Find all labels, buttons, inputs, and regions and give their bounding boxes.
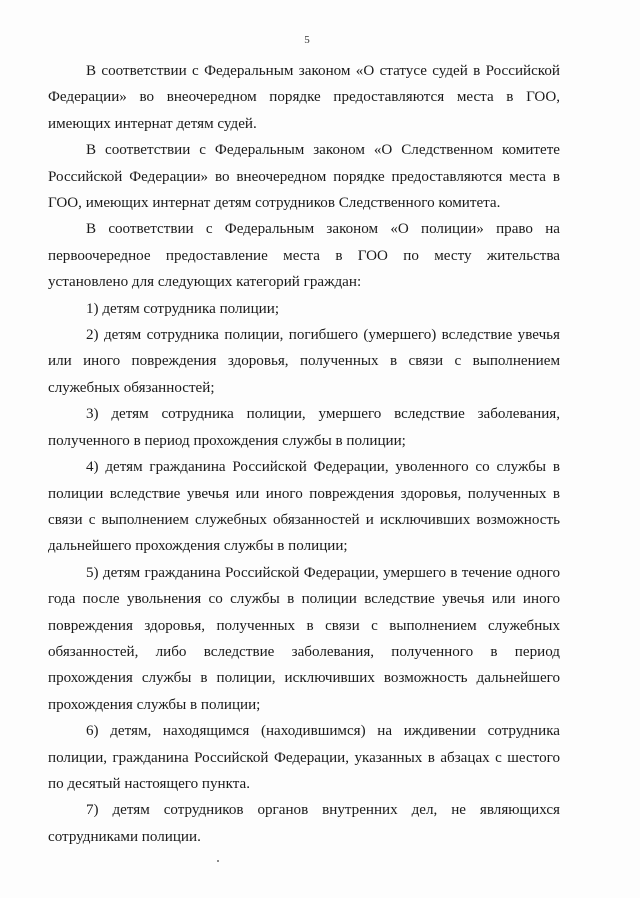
list-item-3: 3) детям сотрудника полиции, умершего вследствие заболевания, полученного в период прохождения службы в полиции; — [48, 406, 560, 449]
list-item-4: 4) детям гражданина Российской Федерации, уволенного со службы в полиции вследствие увечья или иного повреждения здоровья, полученных в связи с выполнением служебных обязанностей и исключивших возможность дальнейшего прохождения службы в полиции; — [48, 459, 560, 555]
page-number: 5 — [304, 34, 310, 46]
paragraph-judges: В соответствии с Федеральным законом «О статусе судей в Российской Федерации» во внеочередном порядке предоставляются места в ГОО, имеющих интернат детям судей. — [48, 63, 560, 132]
list-item-5: 5) детям гражданина Российской Федерации, умершего в течение одного года после увольнения со службы в полиции вследствие увечья или иного повреждения здоровья, полученных в связи с выполнением служебных обязанностей, либо вследствие заболевания, полученного в период прохождения службы в полиции, исключивших возможность дальнейшего прохождения службы в полиции; — [48, 564, 560, 713]
scan-speck — [217, 860, 219, 862]
list-item-1: 1) детям сотрудника полиции; — [86, 300, 280, 317]
list-item-7: 7) детям сотрудников органов внутренних дел, не являющихся сотрудниками полиции. — [48, 802, 560, 845]
list-item-6: 6) детям, находящимся (находившимся) на иждивении сотрудника полиции, гражданина Российской Федерации, указанных в абзацах с шестого по десятый настоящего пункта. — [48, 723, 560, 792]
list-item-2: 2) детям сотрудника полиции, погибшего (умершего) вследствие увечья или иного повреждения здоровья, полученных в связи с выполнением служебных обязанностей; — [48, 327, 560, 396]
paragraph-investigative-committee: В соответствии с Федеральным законом «О Следственном комитете Российской Федерации» во внеочередном порядке предоставляются места в ГОО, имеющих интернат детям сотрудников Следственного комитета. — [48, 142, 560, 212]
paragraph-police-law-intro: В соответствии с Федеральным законом «О полиции» право на первоочередное предоставление места в ГОО по месту жительства установлено для следующих категорий граждан: — [48, 221, 560, 291]
document-body — [48, 58, 560, 850]
